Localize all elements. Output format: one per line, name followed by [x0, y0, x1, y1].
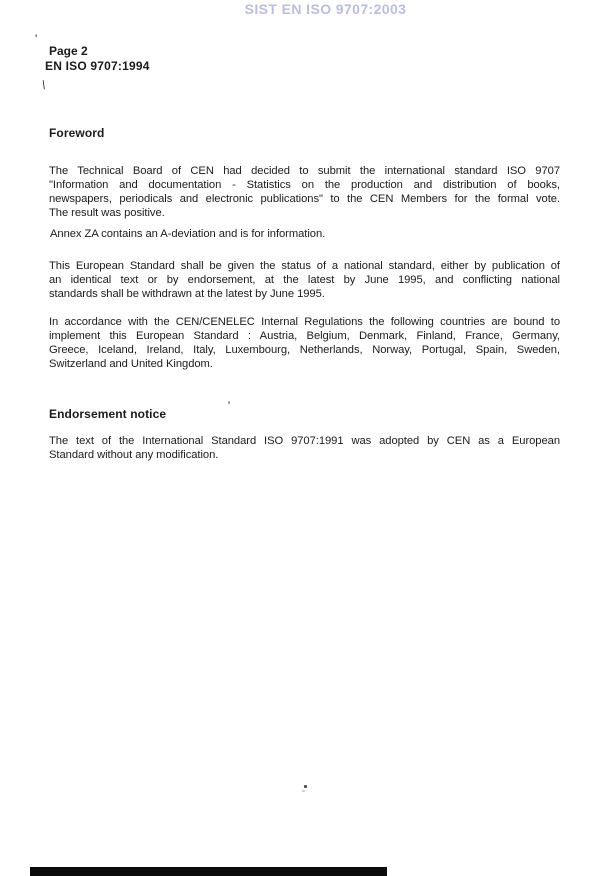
text-line: The Technical Board of CEN had decided to submit the international standard ISO 9707 [49, 165, 560, 177]
scan-stray-mark: \ [41, 77, 47, 93]
text-line: Greece, Iceland, Ireland, Italy, Luxembourg, Netherlands, Norway, Portugal, Spain, Sweden, [49, 344, 560, 357]
text-line: Annex ZA contains an A-deviation and is for information. [50, 228, 326, 240]
text-line: In accordance with the CEN/CENELEC Internal Regulations the following countries are bound to [49, 316, 560, 328]
text-line: "Information and documentation - Statistics on the production and distribution of books, [49, 179, 560, 192]
text-line: This European Standard shall be given the status of a national standard, either by publication of [49, 260, 560, 272]
foreword-heading: Foreword [49, 126, 105, 140]
text-line: an identical text or by endorsement, at the latest by June 1995, and conflicting national [49, 274, 560, 287]
scan-speck [304, 785, 307, 788]
scan-speck [302, 790, 305, 792]
scan-speck [228, 401, 230, 404]
watermark-sist-reference: SIST EN ISO 9707:2003 [244, 1, 407, 17]
paragraph-endorsement-text [49, 434, 560, 462]
text-line: The result was positive. [49, 207, 165, 220]
paragraph-member-countries [49, 315, 560, 371]
scan-speck-mark: ' [35, 32, 38, 46]
text-line: Switzerland and United Kingdom. [49, 358, 213, 371]
text-line: The text of the International Standard ISO 9707:1991 was adopted by CEN as a European [49, 435, 560, 447]
paragraph-national-status [49, 259, 560, 301]
text-line: standards shall be withdrawn at the latest by June 1995. [49, 288, 325, 301]
paragraph-formal-vote [49, 164, 560, 220]
endorsement-notice-heading: Endorsement notice [49, 407, 167, 421]
standard-reference: EN ISO 9707:1994 [45, 59, 150, 73]
paragraph-annex-za [50, 227, 561, 241]
text-line: implement this European Standard : Austria, Belgium, Denmark, Finland, France, Germany, [49, 330, 560, 343]
scan-artifact-bar [30, 867, 387, 876]
text-line: Standard without any modification. [49, 449, 219, 462]
text-line: newspapers, periodicals and electronic publications" to the CEN Members for the formal vote. [49, 193, 560, 206]
page-number: Page 2 [49, 44, 88, 58]
